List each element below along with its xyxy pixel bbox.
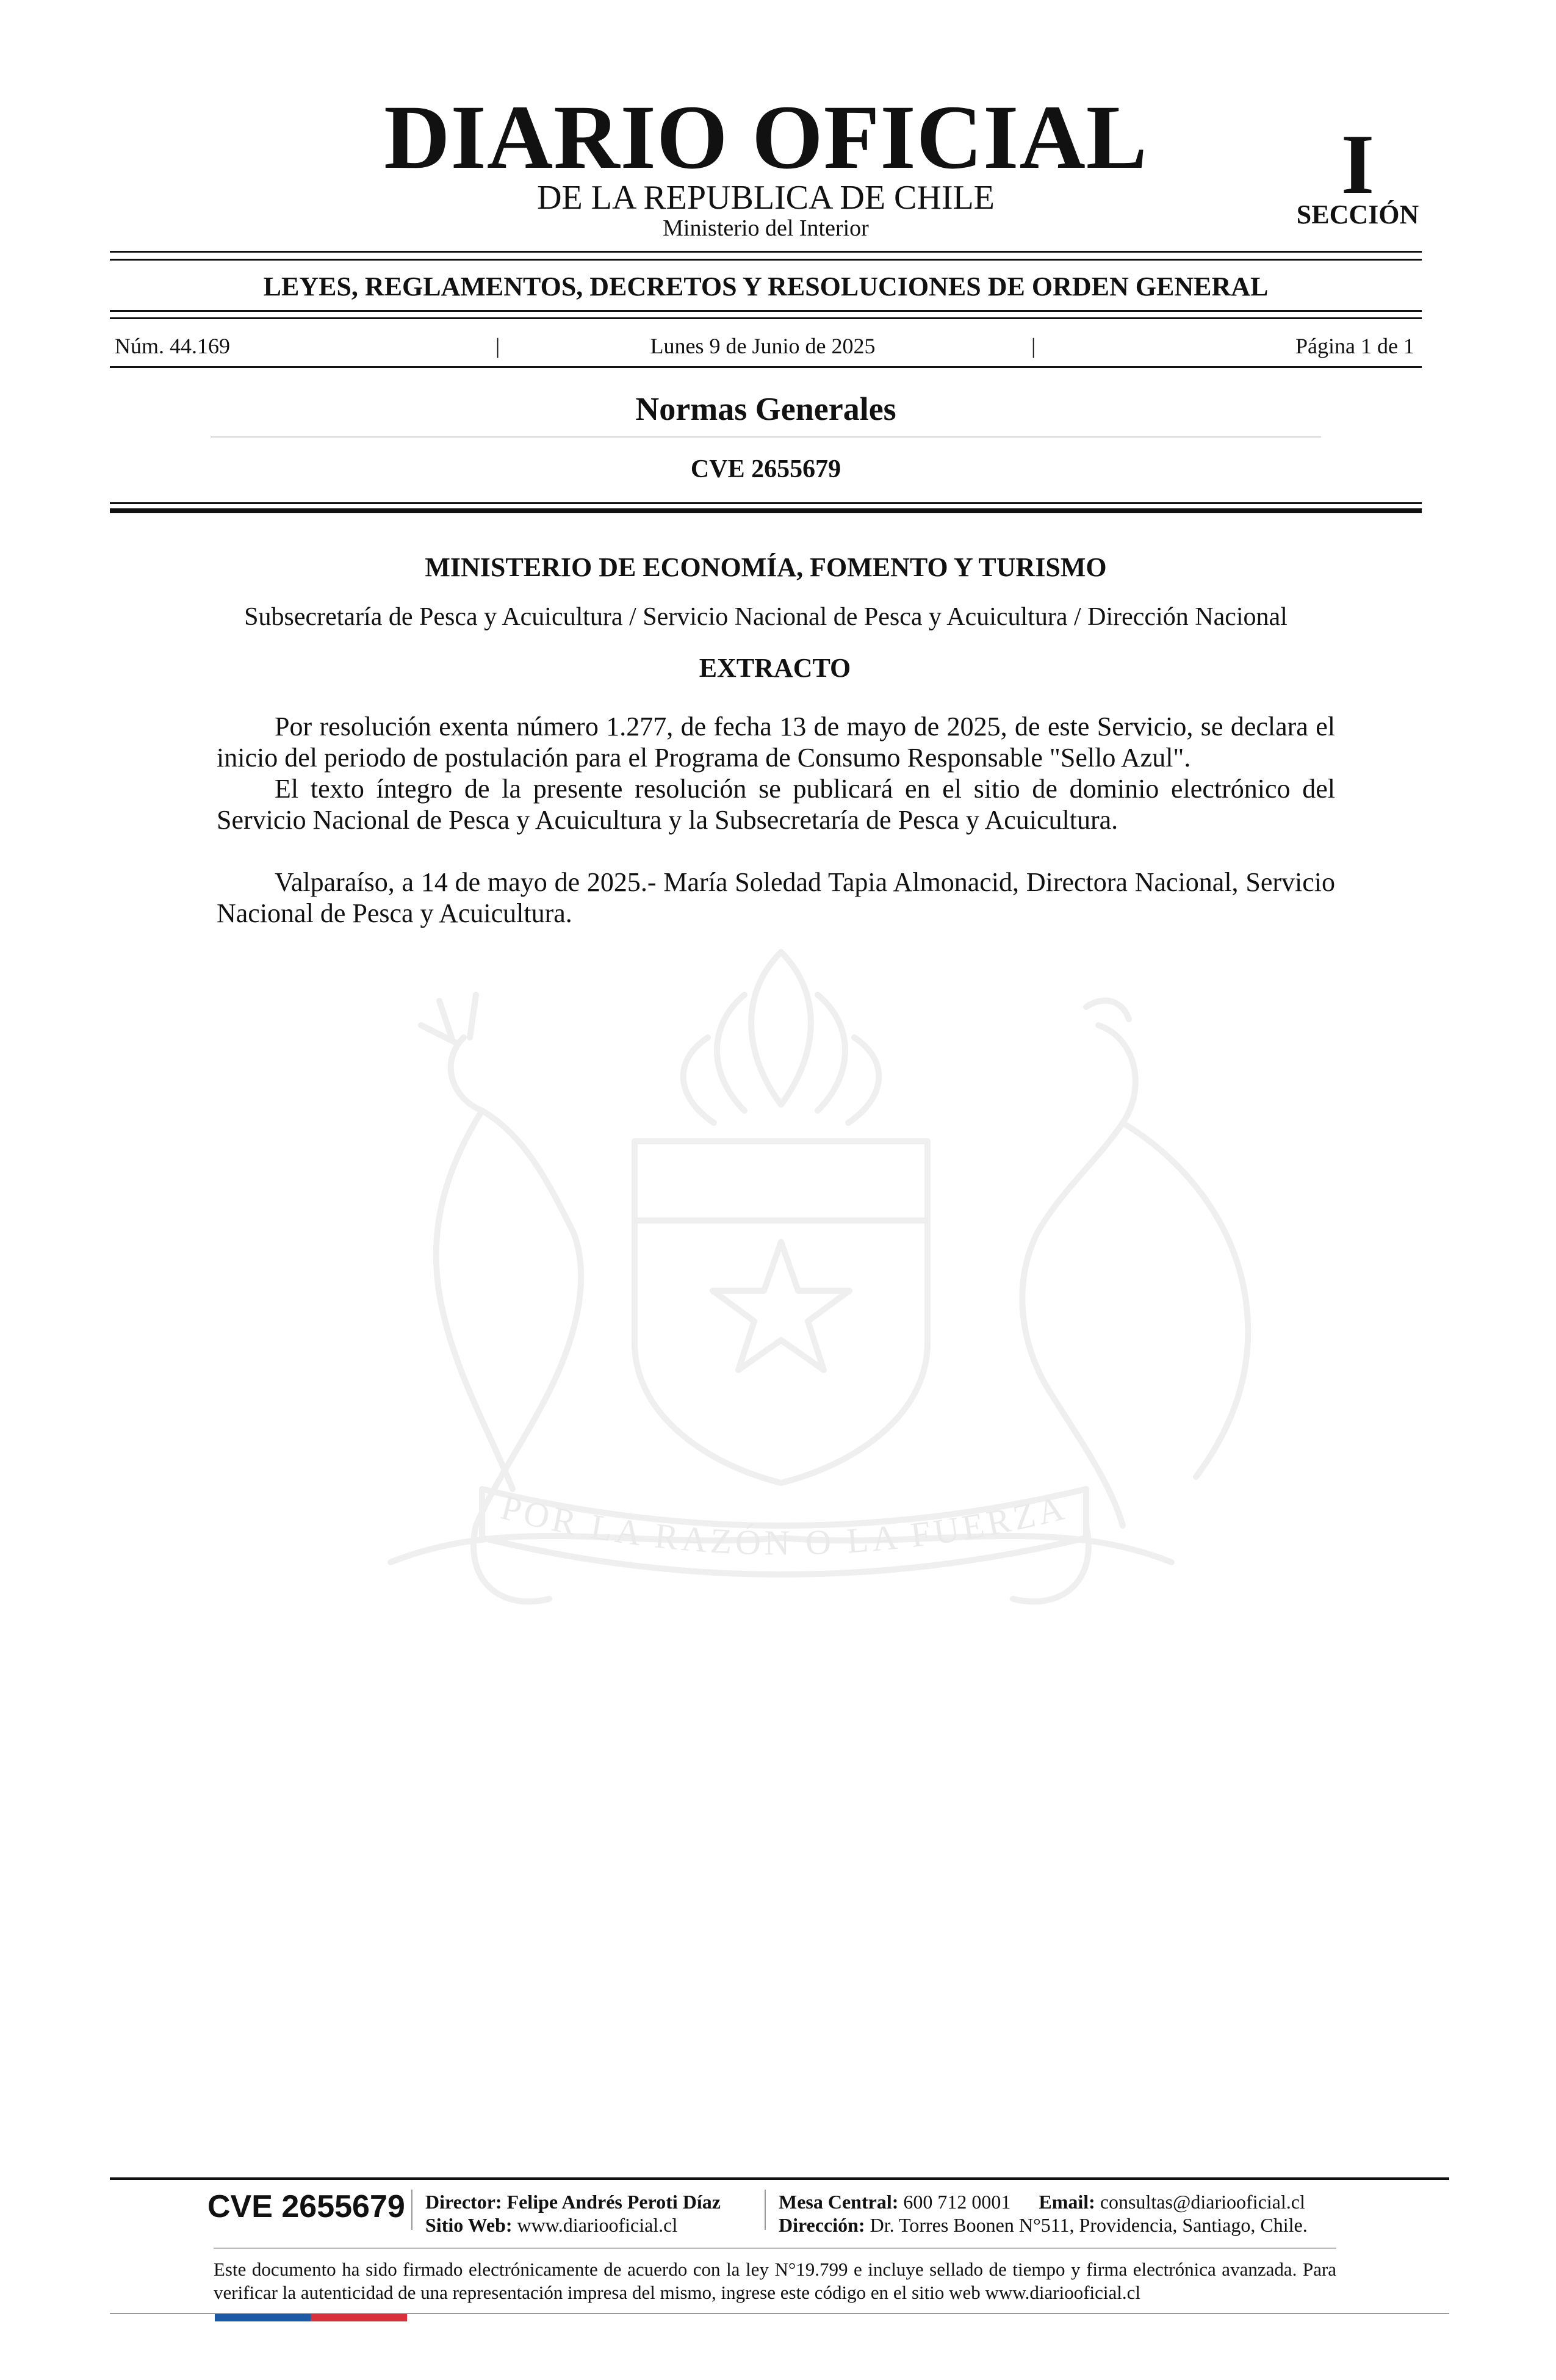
website-line: [425, 2215, 677, 2235]
category-rule: [110, 310, 1422, 312]
footer-divider: [214, 2248, 1336, 2249]
coat-of-arms-watermark: [207, 903, 1355, 1672]
issue-separator: |: [1031, 334, 1036, 358]
footer-cve-code: CVE 2655679: [207, 2189, 405, 2224]
footer-rule: [110, 2177, 1449, 2180]
issuing-dependency: Subsecretaría de Pesca y Acuicultura / Servicio Nacional de Pesca y Acuicultura / Dirección Nacional: [244, 603, 1288, 631]
divider: [211, 436, 1321, 438]
category-heading: LEYES, REGLAMENTOS, DECRETOS Y RESOLUCIONES DE ORDEN GENERAL: [263, 272, 1269, 301]
newspaper-subtitle: DE LA REPUBLICA DE CHILE: [537, 179, 995, 217]
motto-text: POR LA RAZÓN O LA FUERZA: [497, 1487, 1072, 1563]
svg-text:POR LA RAZÓN O LA FUERZA: [497, 1487, 1072, 1563]
section-heading: Normas Generales: [635, 391, 896, 427]
cve-rule-thick: [110, 508, 1422, 513]
contact-line: [779, 2192, 1305, 2212]
newspaper-title: DIARIO OFICIAL: [384, 87, 1148, 188]
address-label: Dirección:: [779, 2214, 865, 2236]
flag-stripe-red: [311, 2314, 407, 2321]
website-label: Sitio Web:: [425, 2214, 513, 2236]
section-label: SECCIÓN: [1296, 200, 1419, 229]
flag-stripe-blue: [215, 2314, 311, 2321]
director-label: Director:: [425, 2191, 502, 2213]
phone-label: Mesa Central:: [779, 2191, 899, 2213]
document-body: [217, 711, 1335, 929]
document-type: EXTRACTO: [699, 653, 851, 683]
footer-separator: [411, 2190, 412, 2230]
signature-disclaimer: Este documento ha sido firmado electrónicamente de acuerdo con la ley N°19.799 e incluye sellado de tiempo y firma electrónica avanzada. Para verificar la autenticidad de una representación impresa del mismo, ingrese este código en el sitio web www.diariooficial.cl: [214, 2259, 1336, 2303]
issue-date: Lunes 9 de Junio de 2025: [650, 334, 876, 358]
website-link[interactable]: www.diariooficial.cl: [517, 2214, 678, 2236]
issuing-ministry: MINISTERIO DE ECONOMÍA, FOMENTO Y TURISMO: [425, 552, 1107, 582]
category-rule: [110, 317, 1422, 319]
header-rule: [110, 259, 1422, 261]
issue-separator: |: [495, 334, 500, 358]
director-name: Felipe Andrés Peroti Díaz: [506, 2191, 721, 2213]
signature-paragraph: Valparaíso, a 14 de mayo de 2025.- María Soledad Tapia Almonacid, Directora Nacional, Servicio Nacional de Pesca y Acuicultura.: [217, 867, 1335, 928]
address-line: [779, 2215, 1308, 2235]
page-indicator: Página 1 de 1: [1295, 334, 1414, 358]
email-label: Email:: [1039, 2191, 1095, 2213]
section-number: I: [1341, 117, 1375, 212]
body-paragraph: El texto íntegro de la presente resolución se publicará en el sitio de dominio electrónico del Servicio Nacional de Pesca y Acuicultura y la Subsecretaría de Pesca y Acuicultura.: [217, 774, 1335, 835]
email-link[interactable]: consultas@diariooficial.cl: [1100, 2191, 1305, 2213]
cve-rule: [110, 502, 1422, 504]
header-rule: [110, 251, 1422, 253]
body-paragraph: Por resolución exenta número 1.277, de fecha 13 de mayo de 2025, de este Servicio, se declara el inicio del periodo de postulación para el Programa de Consumo Responsable "Sello Azul".: [217, 712, 1335, 773]
footer-separator: [765, 2190, 766, 2230]
address-value: Dr. Torres Boonen N°511, Providencia, Santiago, Chile.: [870, 2214, 1308, 2236]
cve-code: CVE 2655679: [690, 455, 841, 483]
director-line: [425, 2192, 721, 2212]
issue-rule: [110, 366, 1422, 368]
phone-value: 600 712 0001: [903, 2191, 1011, 2213]
issue-number: Núm. 44.169: [115, 334, 230, 358]
ministry-line: Ministerio del Interior: [663, 215, 869, 241]
